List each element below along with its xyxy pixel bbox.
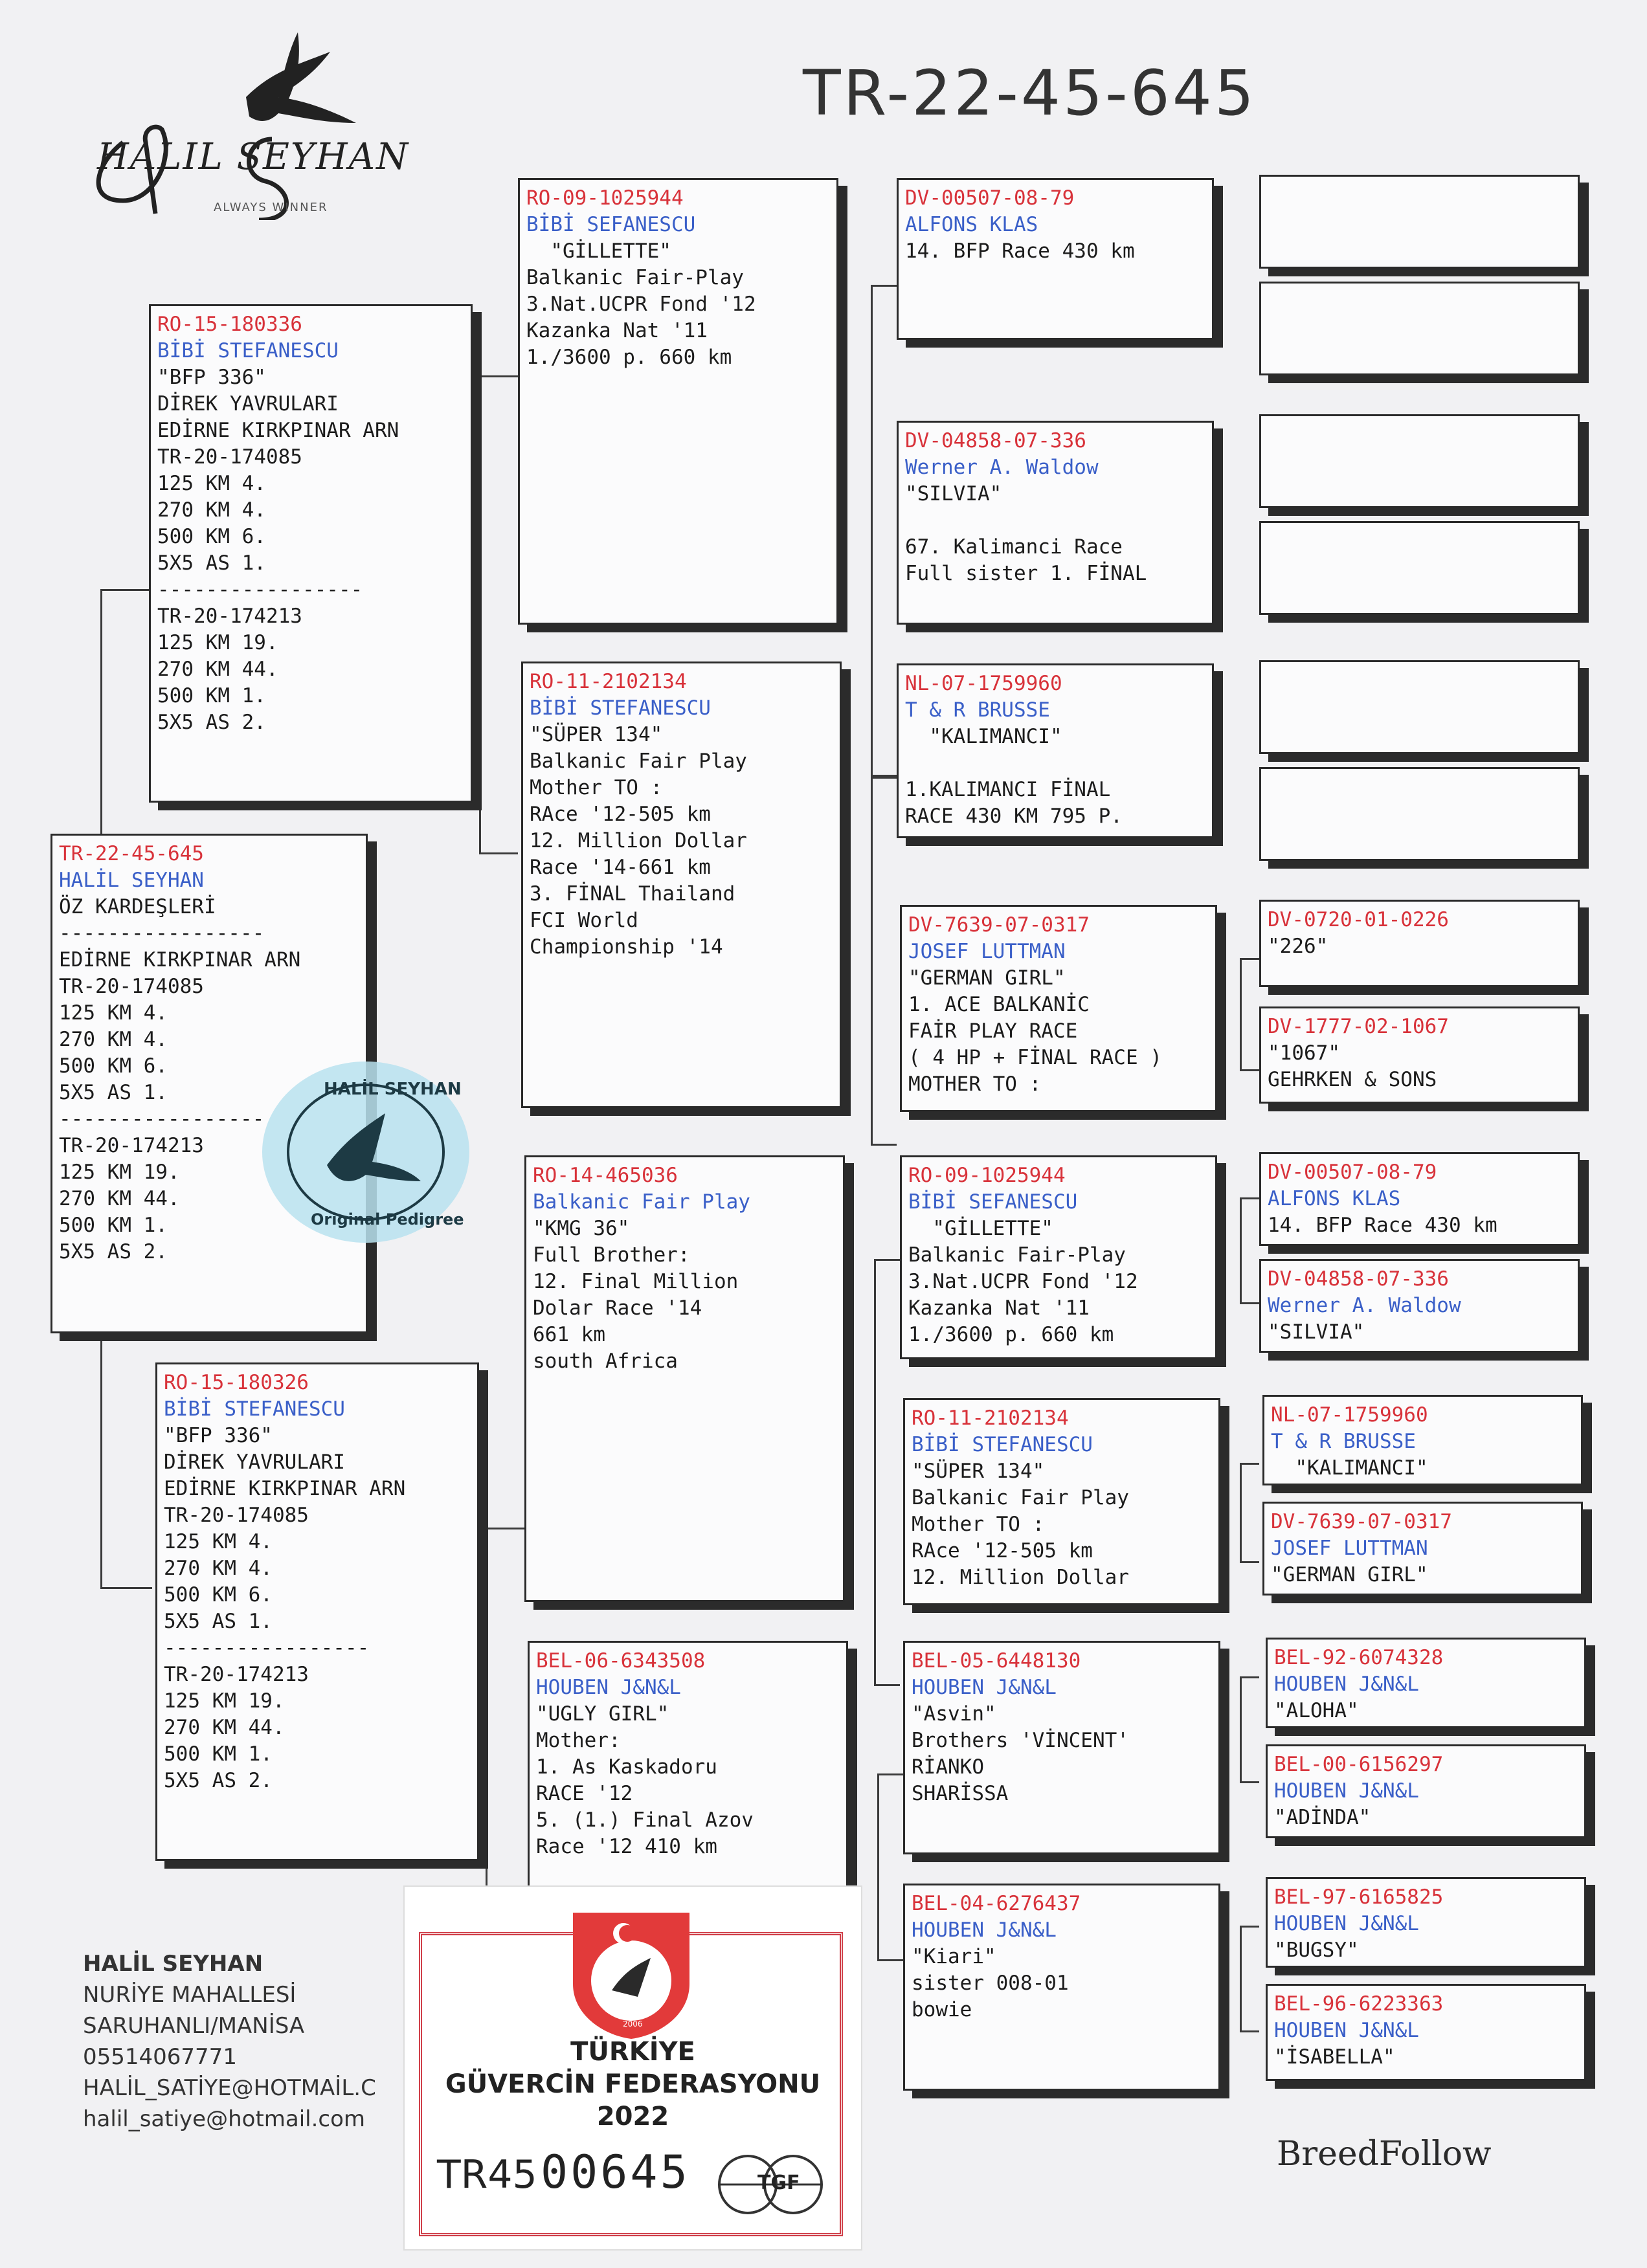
ancestor-gen3-box: [897, 663, 1214, 838]
ring-number: DV-00507-08-79: [1268, 1161, 1437, 1184]
pedigree-line: Balkanic Fair-Play: [908, 1243, 1126, 1267]
ancestor-gen3-box: [900, 1155, 1217, 1359]
breeder-name: HOUBEN J&N&L: [912, 1676, 1057, 1699]
ancestor-gen4-box: [1259, 1259, 1580, 1353]
pedigree-line: 125 KM 19.: [157, 631, 278, 654]
pedigree-line: FCI World: [530, 909, 638, 932]
connector-g3-5: [1240, 1197, 1259, 1304]
pedigree-line: 3.Nat.UCPR Fond '12: [526, 293, 756, 316]
seal-bottom-text: Original Pedigree: [311, 1210, 464, 1228]
pedigree-line: "KALIMANCI": [1271, 1456, 1428, 1480]
dam-sire-box: [524, 1155, 845, 1602]
ancestor-gen3-box: [900, 905, 1217, 1112]
pedigree-line: RAce '12-505 km: [530, 803, 711, 826]
ring-number: DV-7639-07-0317: [1271, 1510, 1452, 1533]
pedigree-line: Balkanic Fair Play: [530, 750, 747, 773]
ring-number: BEL-04-6276437: [912, 1892, 1081, 1915]
pedigree-line: Dolar Race '14: [533, 1296, 702, 1320]
pedigree-line: EDİRNE KIRKPINAR ARN: [157, 419, 399, 442]
pedigree-line: bowie: [912, 1998, 972, 2021]
pedigree-line: -----------------: [59, 1107, 265, 1131]
pedigree-line: "ALOHA": [1274, 1699, 1359, 1722]
pedigree-line: "Asvin": [912, 1702, 996, 1726]
ring-number: BEL-06-6343508: [536, 1649, 706, 1673]
pedigree-line: 3.Nat.UCPR Fond '12: [908, 1270, 1138, 1293]
pedigree-line: 5X5 AS 2.: [157, 711, 266, 734]
pedigree-line: 12. Million Dollar: [530, 829, 747, 852]
breeder-name: Balkanic Fair Play: [533, 1190, 750, 1214]
pedigree-line: 270 KM 44.: [59, 1187, 180, 1210]
breeder-name: JOSEF LUTTMAN: [908, 940, 1066, 963]
pedigree-line: 125 KM 19.: [164, 1689, 285, 1713]
ring-number: RO-15-180336: [157, 313, 302, 336]
ring-number: NL-07-1759960: [1271, 1403, 1428, 1427]
ring-prefix: TR45: [437, 2152, 537, 2197]
logo-wordmark: HALIL SEYHAN: [97, 136, 410, 178]
pedigree-line: TR-20-174085: [157, 445, 302, 469]
ring-number: BEL-92-6074328: [1274, 1646, 1444, 1669]
pedigree-line: Kazanka Nat '11: [526, 319, 708, 342]
pedigree-line: "GERMAN GIRL": [908, 966, 1066, 990]
breeder-name: HALİL SEYHAN: [59, 869, 204, 892]
ring-number: RO-09-1025944: [526, 186, 684, 210]
page-title-ring-number: TR-22-45-645: [803, 57, 1257, 129]
pedigree-line: 270 KM 4.: [164, 1557, 273, 1580]
pedigree-line: "SÜPER 134": [912, 1460, 1045, 1483]
pedigree-line: RACE '12: [536, 1782, 633, 1805]
pedigree-line: Mother:: [536, 1729, 621, 1752]
empty-ancestor-box: [1259, 660, 1580, 754]
pedigree-line: "KALIMANCI": [905, 725, 1062, 748]
ancestor-gen4-box: [1266, 1984, 1586, 2081]
pedigree-line: Balkanic Fair-Play: [526, 266, 744, 289]
pedigree-line: TR-20-174085: [59, 975, 204, 998]
contact-email: halil_satiye@hotmail.com: [83, 2106, 366, 2132]
pedigree-line: 14. BFP Race 430 km: [905, 239, 1135, 263]
connector-g3-6: [1240, 1463, 1259, 1563]
ancestor-gen3-box: [897, 421, 1214, 625]
breeder-name: BİBİ STEFANESCU: [912, 1433, 1093, 1456]
pedigree-line: 12. Final Million: [533, 1270, 739, 1293]
connector-sire: [479, 375, 518, 854]
breeder-name: BİBİ SEFANESCU: [908, 1190, 1078, 1214]
connector-ss: [871, 285, 897, 777]
breeder-name: HOUBEN J&N&L: [536, 1676, 681, 1699]
pedigree-line: TR-20-174213: [59, 1134, 204, 1157]
ring-number: BEL-00-6156297: [1274, 1753, 1444, 1776]
pedigree-line: TR-20-174213: [157, 605, 302, 628]
pedigree-line: "İSABELLA": [1274, 2045, 1395, 2069]
pedigree-line: "UGLY GIRL": [536, 1702, 669, 1726]
pedigree-line: 5X5 AS 2.: [59, 1240, 168, 1263]
pedigree-line: "SILVIA": [905, 482, 1002, 506]
pedigree-line: -----------------: [157, 578, 363, 601]
pedigree-line: RACE 430 KM 795 P.: [905, 805, 1123, 828]
breeder-name: HOUBEN J&N&L: [1274, 1673, 1419, 1696]
pedigree-line: 500 KM 6.: [164, 1583, 273, 1606]
logo-tagline: ALWAYS WINNER: [214, 201, 328, 214]
sire-sire-box: [518, 178, 838, 625]
breeder-name: Werner A. Waldow: [905, 456, 1099, 479]
pedigree-line: [905, 507, 1205, 534]
breeder-name: BİBİ STEFANESCU: [157, 339, 339, 362]
pedigree-line: 500 KM 1.: [157, 684, 266, 707]
pedigree-line: TR-20-174213: [164, 1663, 309, 1686]
pedigree-line: "BUGSY": [1274, 1939, 1359, 1962]
ring-number: RO-09-1025944: [908, 1164, 1066, 1187]
pedigree-line: 5X5 AS 1.: [164, 1610, 273, 1633]
pedigree-line: 270 KM 4.: [59, 1028, 168, 1051]
pedigree-line: 5X5 AS 1.: [59, 1081, 168, 1104]
connector-g3-7: [1240, 1676, 1259, 1783]
empty-ancestor-box: [1259, 521, 1580, 615]
federation-badge-year: 2006: [623, 2019, 643, 2029]
ancestor-gen4-box: [1262, 1395, 1583, 1485]
federation-line-2: GÜVERCİN FEDERASYONU: [445, 2069, 821, 2099]
pedigree-line: 1. ACE BALKANİC: [908, 993, 1090, 1016]
sire-box: [149, 304, 473, 803]
pedigree-line: 661 km: [533, 1323, 605, 1346]
pedigree-line: RAce '12-505 km: [912, 1539, 1093, 1562]
breeder-name: JOSEF LUTTMAN: [1271, 1537, 1428, 1560]
seal-top-text: HALİL SEYHAN: [324, 1080, 462, 1099]
federation-badge-text: TGF: [612, 1997, 655, 2019]
contact-phone: 05514067771: [83, 2044, 237, 2070]
pedigree-line: Full sister 1. FİNAL: [905, 562, 1147, 585]
pedigree-line: "BFP 336": [164, 1424, 273, 1447]
pedigree-line: 125 KM 19.: [59, 1161, 180, 1184]
contact-address-1: NURİYE MAHALLESİ: [83, 1982, 297, 2008]
ancestor-gen4-box: [1266, 1877, 1586, 1968]
bird-logo-icon: [84, 26, 447, 220]
pedigree-line: Mother TO :: [530, 776, 663, 799]
pedigree-line: [905, 750, 1205, 777]
pedigree-line: 125 KM 4.: [157, 472, 266, 495]
breeder-name: ALFONS KLAS: [1268, 1187, 1401, 1210]
ancestor-gen4-box: [1266, 1638, 1586, 1728]
pedigree-line: 1./3600 p. 660 km: [908, 1323, 1114, 1346]
ancestor-gen3-box: [897, 178, 1214, 340]
pedigree-line: 3. FİNAL Thailand: [530, 882, 735, 906]
ancestor-gen4-box: [1259, 1006, 1580, 1104]
ancestor-gen4-box: [1266, 1744, 1586, 1838]
breeder-name: HOUBEN J&N&L: [1274, 1779, 1419, 1803]
connector-g3-4: [1240, 958, 1259, 1071]
breeder-name: T & R BRUSSE: [1271, 1430, 1416, 1453]
ring-number: BEL-05-6448130: [912, 1649, 1081, 1673]
pedigree-line: FAİR PLAY RACE: [908, 1019, 1078, 1043]
ancestor-gen3-box: [903, 1884, 1220, 2091]
breeder-name: BİBİ STEFANESCU: [530, 696, 711, 720]
pedigree-line: Brothers 'VİNCENT': [912, 1729, 1129, 1752]
pedigree-line: DİREK YAVRULARI: [164, 1451, 345, 1474]
ring-number: 00645: [541, 2146, 690, 2199]
ring-number: RO-14-465036: [533, 1164, 678, 1187]
empty-ancestor-box: [1259, 414, 1580, 508]
contact-block: [83, 1948, 376, 2135]
ring-number: DV-04858-07-336: [1268, 1267, 1449, 1291]
pedigree-line: GEHRKEN & SONS: [1268, 1068, 1437, 1091]
pedigree-line: 270 KM 4.: [157, 498, 266, 522]
ring-number: DV-1777-02-1067: [1268, 1015, 1449, 1038]
federation-sticker: [405, 1887, 861, 2249]
logo: [84, 26, 447, 220]
breeder-name: BİBİ SEFANESCU: [526, 213, 696, 236]
pedigree-line: 500 KM 1.: [59, 1214, 168, 1237]
pedigree-line: 125 KM 4.: [59, 1001, 168, 1025]
pedigree-line: "GERMAN GIRL": [1271, 1563, 1428, 1586]
pedigree-line: SHARİSSA: [912, 1782, 1009, 1805]
pedigree-line: "SÜPER 134": [530, 723, 663, 746]
pedigree-line: Race '14-661 km: [530, 856, 711, 879]
pedigree-line: TR-20-174085: [164, 1504, 309, 1527]
pedigree-line: 5. (1.) Final Azov: [536, 1808, 754, 1832]
ring-number: DV-00507-08-79: [905, 186, 1075, 210]
pedigree-line: 1.KALIMANCI FİNAL: [905, 778, 1111, 801]
pedigree-line: "Kiari": [912, 1945, 996, 1968]
pedigree-line: 270 KM 44.: [164, 1716, 285, 1739]
pedigree-line: 500 KM 6.: [157, 525, 266, 548]
pedigree-line: Race '12 410 km: [536, 1835, 717, 1858]
pedigree-line: ÖZ KARDEŞLERİ: [59, 895, 216, 918]
pedigree-line: Mother TO :: [912, 1513, 1045, 1536]
ring-number: RO-11-2102134: [912, 1406, 1069, 1430]
ancestor-gen4-box: [1259, 1152, 1580, 1246]
pedigree-line: 5X5 AS 1.: [157, 551, 266, 575]
federation-line-1: TÜRKİYE: [570, 2037, 695, 2067]
ring-number: BEL-96-6223363: [1274, 1992, 1444, 2016]
ancestor-gen3-box: [903, 1641, 1220, 1854]
connector-dd: [877, 1773, 903, 1961]
pedigree-line: 270 KM 44.: [157, 658, 278, 681]
pedigree-line: Kazanka Nat '11: [908, 1296, 1090, 1320]
breeder-name: Werner A. Waldow: [1268, 1294, 1461, 1317]
pedigree-line: 12. Million Dollar: [912, 1566, 1129, 1589]
contact-email-upper: HALİL_SATİYE@HOTMAİL.C: [83, 2075, 376, 2101]
pedigree-line: "GİLLETTE": [526, 239, 671, 263]
pedigree-line: "KMG 36": [533, 1217, 630, 1240]
ring-number: NL-07-1759960: [905, 672, 1062, 695]
pedigree-line: 67. Kalimanci Race: [905, 535, 1123, 559]
pedigree-line: Balkanic Fair Play: [912, 1486, 1129, 1509]
breeder-name: HOUBEN J&N&L: [912, 1918, 1057, 1942]
ancestor-gen4-box: [1262, 1502, 1583, 1595]
ring-number: RO-15-180326: [164, 1371, 309, 1394]
pedigree-line: EDİRNE KIRKPINAR ARN: [164, 1477, 406, 1500]
pedigree-line: RİANKO: [912, 1755, 984, 1779]
pedigree-line: "BFP 336": [157, 366, 266, 389]
pedigree-line: Full Brother:: [533, 1243, 690, 1267]
breeder-name: HOUBEN J&N&L: [1274, 1912, 1419, 1935]
pedigree-line: EDİRNE KIRKPINAR ARN: [59, 948, 301, 972]
pedigree-line: 500 KM 6.: [59, 1054, 168, 1078]
federation-name: [405, 2036, 861, 2133]
pedigree-line: south Africa: [533, 1350, 678, 1373]
pedigree-line: Championship '14: [530, 935, 723, 959]
pedigree-line: DİREK YAVRULARI: [157, 392, 339, 416]
pedigree-line: 1./3600 p. 660 km: [526, 346, 732, 369]
ancestor-gen4-box: [1259, 900, 1580, 987]
pedigree-line: "ADİNDA": [1274, 1806, 1371, 1829]
ring-number: RO-11-2102134: [530, 670, 687, 693]
original-pedigree-seal: [256, 1055, 476, 1249]
contact-address-2: SARUHANLI/MANİSA: [83, 2013, 305, 2039]
pedigree-line: sister 008-01: [912, 1972, 1069, 1995]
pedigree-line: MOTHER TO :: [908, 1073, 1042, 1096]
pedigree-line: "1067": [1268, 1041, 1340, 1065]
breeder-name: ALFONS KLAS: [905, 213, 1038, 236]
empty-ancestor-box: [1259, 282, 1580, 375]
ring-number: BEL-97-6165825: [1274, 1885, 1444, 1909]
sire-dam-box: [521, 662, 842, 1108]
dam-box: [155, 1362, 479, 1861]
ancestor-gen3-box: [903, 1398, 1220, 1605]
breeder-name: HOUBEN J&N&L: [1274, 2019, 1419, 2042]
pedigree-line: 14. BFP Race 430 km: [1268, 1214, 1497, 1237]
ring-number: DV-7639-07-0317: [908, 913, 1090, 937]
ring-number: DV-04858-07-336: [905, 429, 1086, 452]
federation-line-3: 2022: [596, 2102, 669, 2131]
connector-g3-8: [1240, 1926, 1259, 2032]
pedigree-line: ( 4 HP + FİNAL RACE ): [908, 1046, 1162, 1069]
empty-ancestor-box: [1259, 767, 1580, 861]
globe-logo-text: TGF: [757, 2172, 800, 2194]
ring-number: DV-0720-01-0226: [1268, 908, 1449, 931]
pedigree-line: 500 KM 1.: [164, 1742, 273, 1766]
contact-name: HALİL SEYHAN: [83, 1951, 263, 1977]
breeder-name: BİBİ STEFANESCU: [164, 1397, 345, 1421]
pedigree-line: 1. As Kaskadoru: [536, 1755, 717, 1779]
pedigree-line: -----------------: [59, 922, 265, 945]
brand-wordmark: BreedFollow: [1277, 2135, 1492, 2174]
pedigree-line: -----------------: [164, 1636, 370, 1660]
pedigree-line: 5X5 AS 2.: [164, 1769, 273, 1792]
pedigree-line: "SILVIA": [1268, 1320, 1365, 1344]
empty-ancestor-box: [1259, 175, 1580, 269]
pedigree-line: "GİLLETTE": [908, 1217, 1053, 1240]
pedigree-line: 125 KM 4.: [164, 1530, 273, 1553]
breeder-name: T & R BRUSSE: [905, 698, 1050, 722]
connector-sd: [871, 777, 897, 1146]
ring-number: TR-22-45-645: [59, 842, 204, 865]
connector-ds: [874, 1259, 900, 1686]
pedigree-line: "226": [1268, 935, 1328, 958]
